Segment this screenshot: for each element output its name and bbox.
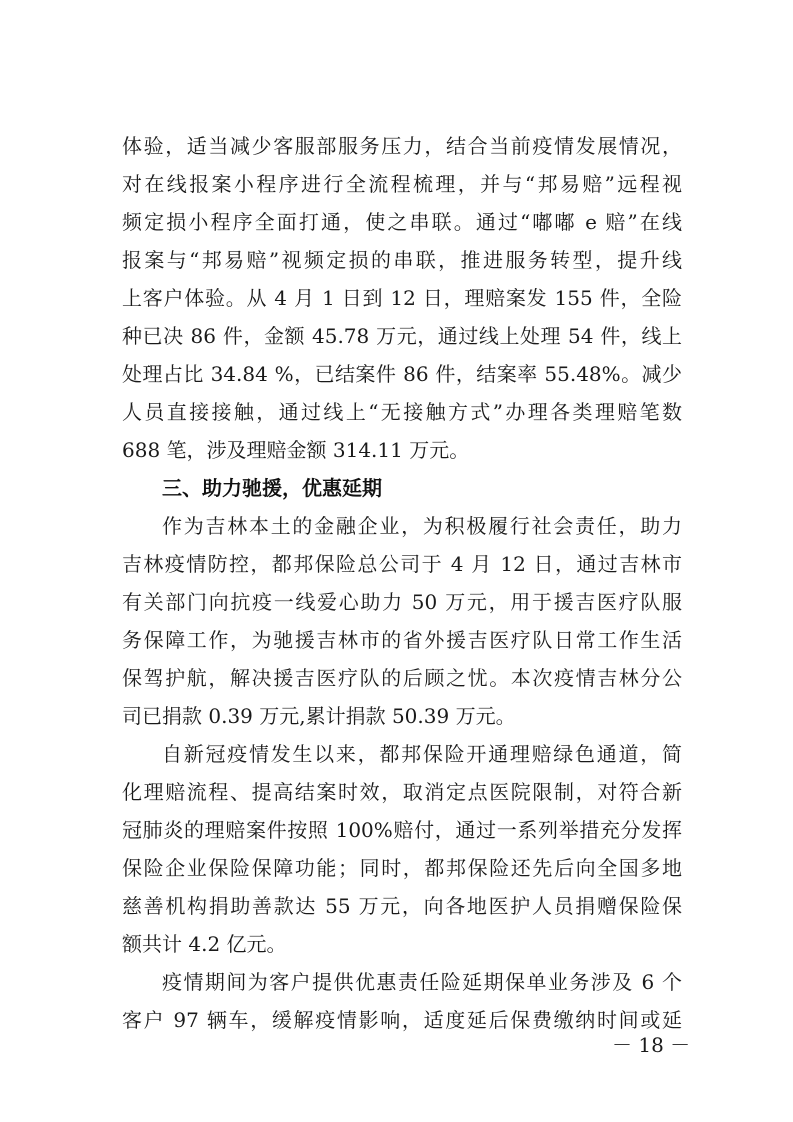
paragraph-line: 保驾护航，解决援吉医疗队的后顾之忧。本次疫情吉林分公 bbox=[122, 666, 682, 690]
paragraph-line: 额共计 4.2 亿元。 bbox=[122, 932, 287, 956]
paragraph-line: 对在线报案小程序进行全流程梳理，并与“邦易赔”远程视 bbox=[122, 172, 682, 196]
paragraph-line: 司已捐款 0.39 万元,累计捐款 50.39 万元。 bbox=[122, 704, 516, 728]
section-heading: 三、助力驰援，优惠延期 bbox=[162, 476, 382, 500]
paragraph-line: 客户 97 辆车，缓解疫情影响，适度延后保费缴纳时间或延 bbox=[122, 1008, 682, 1032]
paragraph-line: 688 笔，涉及理赔金额 314.11 万元。 bbox=[122, 438, 470, 462]
paragraph-line: 有关部门向抗疫一线爱心助力 50 万元，用于援吉医疗队服 bbox=[122, 590, 682, 614]
paragraph-line: 人员直接接触，通过线上“无接触方式”办理各类理赔笔数 bbox=[122, 400, 682, 424]
paragraph-line: 处理占比 34.84 %，已结案件 86 件，结案率 55.48%。减少 bbox=[122, 362, 682, 386]
paragraph-line: 疫情期间为客户提供优惠责任险延期保单业务涉及 6 个 bbox=[162, 970, 682, 994]
paragraph-line: 吉林疫情防控，都邦保险总公司于 4 月 12 日，通过吉林市 bbox=[122, 552, 682, 576]
paragraph-line: 体验，适当减少客服部服务压力，结合当前疫情发展情况， bbox=[122, 134, 682, 158]
paragraph-line: 报案与“邦易赔”视频定损的串联，推进服务转型，提升线 bbox=[122, 248, 682, 272]
paragraph-line: 慈善机构捐助善款达 55 万元，向各地医护人员捐赠保险保 bbox=[122, 894, 682, 918]
paragraph-line: 频定损小程序全面打通，使之串联。通过“嘟嘟 e 赔”在线 bbox=[122, 210, 682, 234]
paragraph-line: 化理赔流程、提高结案时效，取消定点医院限制，对符合新 bbox=[122, 780, 682, 804]
paragraph-line: 保险企业保险保障功能；同时，都邦保险还先后向全国多地 bbox=[122, 856, 682, 880]
paragraph-line: 种已决 86 件，金额 45.78 万元，通过线上处理 54 件，线上 bbox=[122, 324, 682, 348]
paragraph-line: 上客户体验。从 4 月 1 日到 12 日，理赔案发 155 件，全险 bbox=[122, 286, 682, 310]
paragraph-line: 冠肺炎的理赔案件按照 100%赔付，通过一系列举措充分发挥 bbox=[122, 818, 682, 842]
paragraph-line: 作为吉林本土的金融企业，为积极履行社会责任，助力 bbox=[162, 514, 682, 538]
page-number: － 18 － bbox=[612, 1033, 691, 1057]
paragraph-line: 自新冠疫情发生以来，都邦保险开通理赔绿色通道，简 bbox=[162, 742, 682, 766]
paragraph-line: 务保障工作，为驰援吉林市的省外援吉医疗队日常工作生活 bbox=[122, 628, 682, 652]
